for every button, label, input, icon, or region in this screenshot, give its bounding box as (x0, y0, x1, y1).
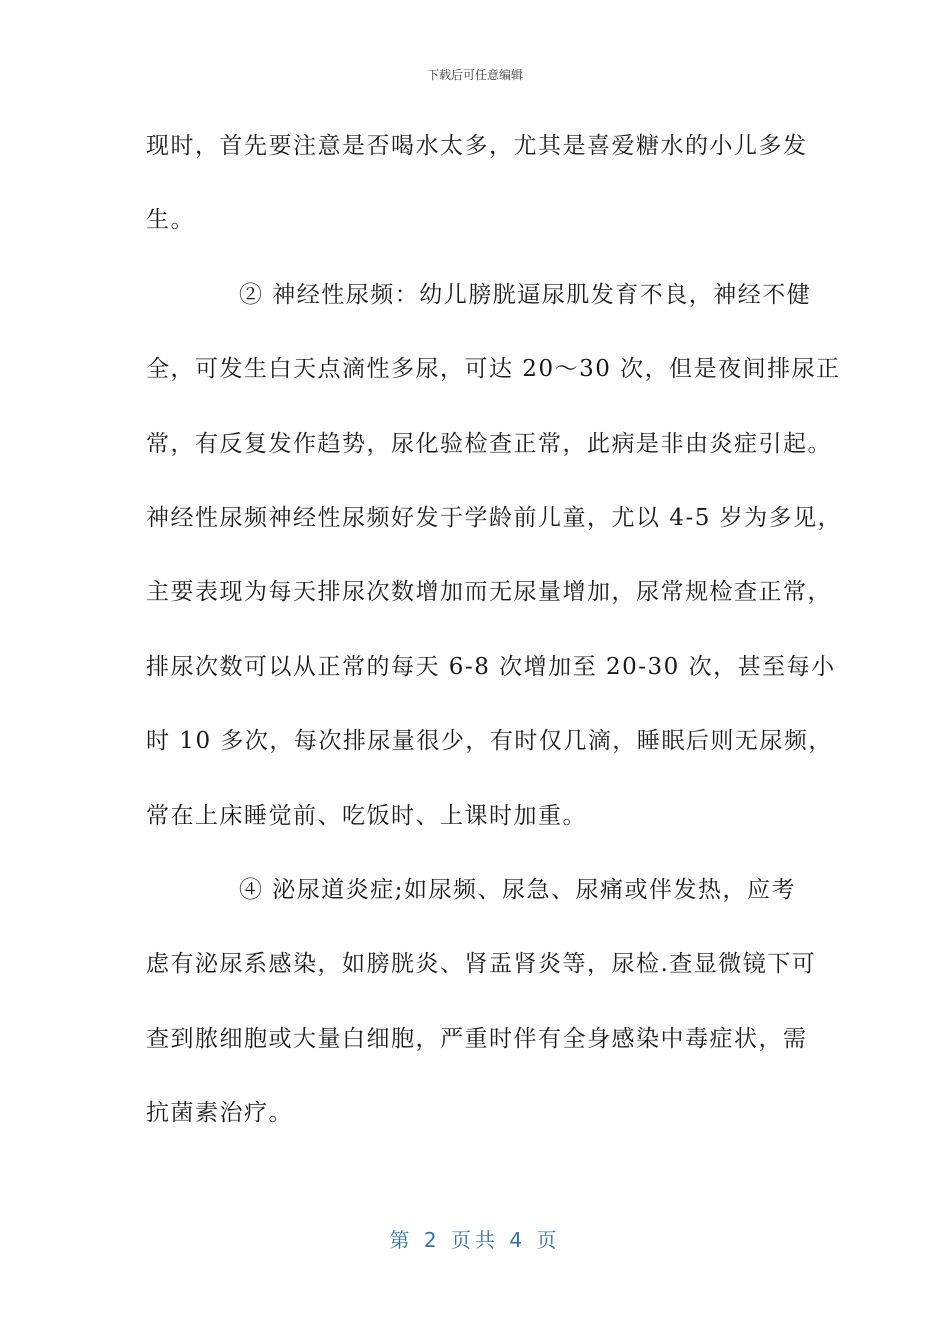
page-suffix: 页 (536, 1228, 561, 1252)
body-line: 神经性尿频神经性尿频好发于学龄前儿童，尤以 4-5 岁为多见， (146, 504, 843, 531)
body-line: 排尿次数可以从正常的每天 6-8 次增加至 20-30 次，甚至每小 (146, 653, 836, 680)
page-total: 4 (509, 1228, 527, 1252)
body-line: 常在上床睡觉前、吃饭时、上课时加重。 (146, 802, 587, 829)
body-line: 全，可发生白天点滴性多尿，可达 20～30 次，但是夜间排尿正 (146, 356, 841, 383)
page-prefix: 第 (389, 1228, 414, 1252)
page-number-footer (0, 1224, 950, 1253)
document-body (146, 126, 843, 1167)
paragraph-start-line: ② 神经性尿频：幼儿膀胱逼尿肌发育不良，神经不健 (239, 281, 812, 308)
page-header-note: 下载后可任意编辑 (426, 68, 523, 82)
body-line: 抗菌素治疗。 (146, 1100, 293, 1127)
body-line: 常，有反复发作趋势，尿化验检查正常，此病是非由炎症引起。 (146, 430, 832, 457)
body-line: 现时，首先要注意是否喝水太多，尤其是喜爱糖水的小儿多发 (146, 133, 808, 159)
body-line: 主要表现为每天排尿次数增加而无尿量增加，尿常规检查正常， (146, 579, 832, 606)
page-current: 2 (423, 1228, 441, 1252)
paragraph-start-line: ④ 泌尿道炎症;如尿频、尿急、尿痛或伴发热，应考 (239, 876, 797, 903)
body-line: 生。 (146, 207, 195, 234)
page-mid: 页共 (451, 1228, 499, 1252)
body-line: 时 10 多次，每次排尿量很少，有时仅几滴，睡眠后则无尿频， (146, 728, 833, 755)
body-line: 查到脓细胞或大量白细胞，严重时伴有全身感染中毒症状，需 (146, 1025, 808, 1052)
body-line: 虑有泌尿系感染，如膀胱炎、肾盂肾炎等，尿检.查显微镜下可 (146, 951, 817, 978)
